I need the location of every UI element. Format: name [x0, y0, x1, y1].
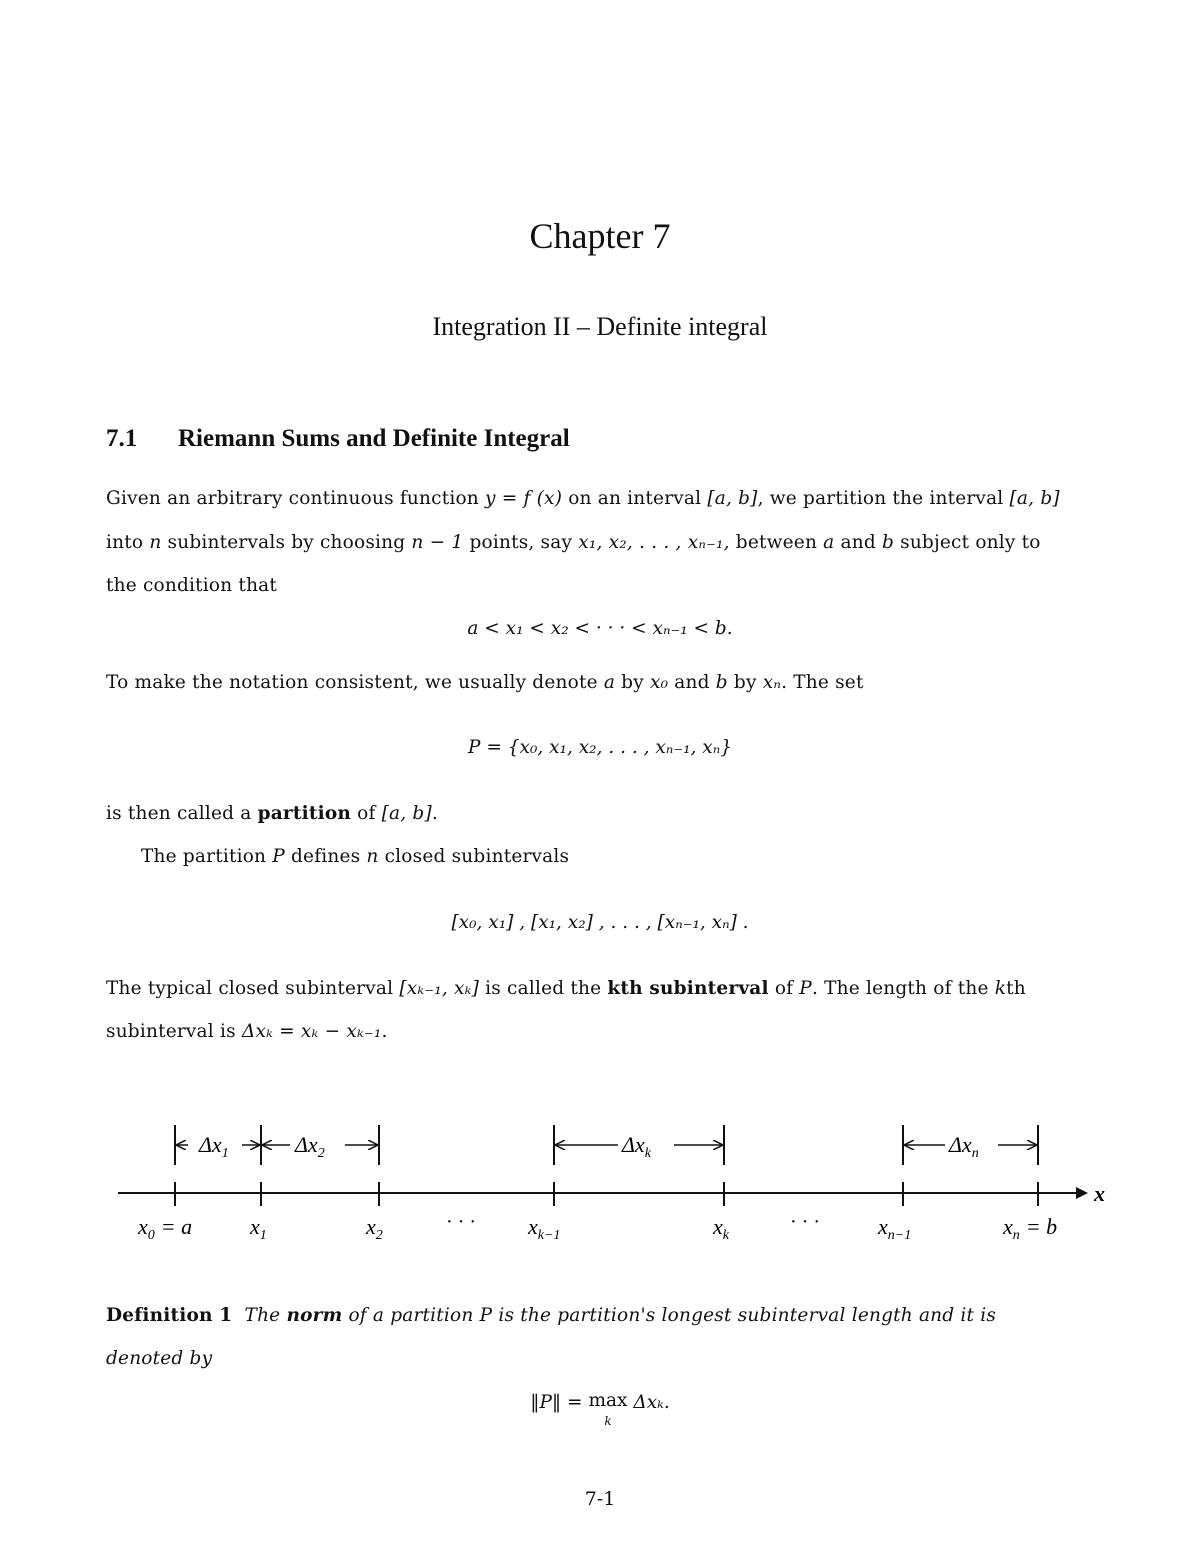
equation-2: P = {x₀, x₁, x₂, . . . , xₙ₋₁, xₙ}	[468, 737, 732, 758]
delta-label-n: $\Delta x_n$	[949, 1132, 979, 1161]
ellipsis-2: · · ·	[790, 1211, 820, 1233]
section-number: 7.1	[106, 425, 138, 452]
term-kth-subinterval: kth subinterval	[607, 978, 769, 999]
tick-label-xk: $x_k$	[713, 1214, 729, 1243]
tick-label-xk-1: $x_{k-1}$	[528, 1214, 561, 1243]
definition-label: Definition 1	[106, 1305, 233, 1326]
ellipsis-1: · · ·	[446, 1211, 476, 1233]
page-number: 7-1	[584, 1488, 616, 1510]
paragraph-4: The partition P defines n closed subintervals	[141, 846, 570, 867]
section-title: Riemann Sums and Definite Integral	[178, 425, 570, 452]
tick-label-x1: $x_1$	[250, 1214, 267, 1243]
tick-label-x0: $x_0 = a$	[138, 1214, 193, 1243]
delta-label-1: $\Delta x_1$	[199, 1132, 229, 1161]
term-norm: norm	[286, 1305, 343, 1326]
chapter-heading: Chapter 7	[529, 216, 671, 256]
equation-3: [x₀, x₁] , [x₁, x₂] , . . . , [xₙ₋₁, xₙ] .	[451, 912, 749, 933]
definition-line-2: denoted by	[106, 1348, 213, 1369]
paragraph-1-line-3: the condition that	[106, 575, 278, 596]
chapter-subtitle: Integration II – Definite integral	[432, 312, 768, 341]
paragraph-5-line-1: The typical closed subinterval [xₖ₋₁, xₖ] is called the kth subinterval of P. The length of the kth	[106, 978, 1026, 999]
equation-4: ‖P‖ = max k Δxₖ.	[530, 1390, 670, 1428]
paragraph-3: is then called a partition of [a, b].	[106, 803, 438, 824]
axis-label: x	[1094, 1181, 1105, 1206]
paragraph-2: To make the notation consistent, we usually denote a by x₀ and b by xₙ. The set	[106, 672, 864, 693]
paragraph-1-line-2: into n subintervals by choosing n − 1 points, say x₁, x₂, . . . , xₙ₋₁, between a and b subject only to	[106, 532, 1041, 553]
tick-label-xn-1: $x_{n-1}$	[878, 1214, 912, 1243]
tick-label-x2: $x_2$	[366, 1214, 383, 1243]
delta-label-k: $\Delta x_k$	[622, 1132, 651, 1161]
term-partition: partition	[257, 803, 352, 824]
axis-arrow-icon	[1076, 1187, 1088, 1199]
definition-line-1: Definition 1 The norm of a partition P is the partition's longest subinterval length and it is	[106, 1305, 997, 1326]
delta-label-2: $\Delta x_2$	[295, 1132, 325, 1161]
tick-label-xn: $x_n = b$	[1003, 1214, 1058, 1243]
equation-1: a < x₁ < x₂ < · · · < xₙ₋₁ < b.	[467, 618, 733, 639]
paragraph-5-line-2: subinterval is Δxₖ = xₖ − xₖ₋₁.	[106, 1021, 388, 1042]
section-heading	[106, 425, 570, 453]
partition-diagram	[0, 1110, 1200, 1250]
paragraph-1-line-1: Given an arbitrary continuous function y = f (x) on an interval [a, b], we partition the interval [a, b]	[106, 488, 1060, 509]
